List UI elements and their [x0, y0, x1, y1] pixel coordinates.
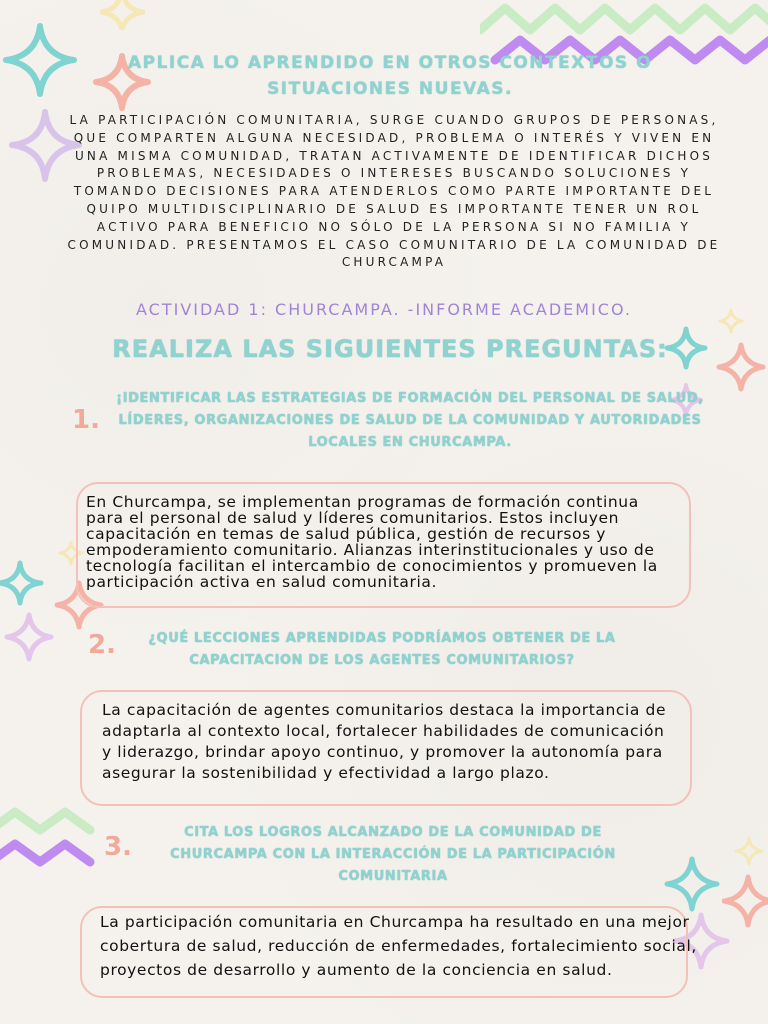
answer-box-3: [80, 906, 697, 998]
answer-text-1: En Churcampa, se implementan programas de formación continua para el personal de salud y líderes comunitarios. Estos incluyen capacitación en temas de salud pública, gestión de recursos y empoderamiento comunitario. Alianzas interinstitucionales y uso de tecnología facilitan el intercambio de conocimientos y promueven la participación activa en salud comunitaria.: [86, 493, 658, 591]
answer-box-1: [76, 482, 691, 608]
answer-text-3: La participación comunitaria en Churcampa ha resultado en una mejor cobertura de salud, reducción de enfermedades, fortalecimiento social, proyectos de desarrollo y aumento de la conciencia en salud.: [100, 913, 697, 979]
question-text-1: ¡IDENTIFICAR LAS ESTRATEGIAS DE FORMACIÓN DEL PERSONAL DE SALUD, LÍDERES, ORGANIZACIONES DE SALUD DE LA COMUNIDAD Y AUTORIDADES LOCALES EN CHURCAMPA.: [116, 391, 704, 450]
answer-text-2: La capacitación de agentes comunitarios destaca la importancia de adaptarla al contexto local, fortalecer habilidades de comunicación y liderazgo, brindar apoyo continuo, y promover la autonomía para asegurar la sostenibilidad y efectividad a largo plazo.: [102, 701, 667, 782]
activity-heading: ACTIVIDAD 1: CHURCAMPA. -INFORME ACADEMICO.: [136, 300, 632, 319]
question-number-2: 2.: [88, 630, 116, 660]
answer-box-2: [80, 690, 692, 806]
section-heading: REALIZA LAS SIGUIENTES PREGUNTAS:: [112, 335, 668, 363]
question-text-3: CITA LOS LOGROS ALCANZADO DE LA COMUNIDAD DE CHURCAMPA CON LA INTERACCIÓN DE LA PARTICIPACIÓN COMUNITARIA: [170, 825, 616, 884]
intro-paragraph: LA PARTICIPACIÓN COMUNITARIA, SURGE CUANDO GRUPOS DE PERSONAS, QUE COMPARTEN ALGUNA NECESIDAD, PROBLEMA O INTERÉS Y VIVEN EN UNA MISMA COMUNIDAD, TRATAN ACTIVAMENTE DE IDENTIFICAR DICHOS PROBLEMAS, NECESIDADES O INTERESES BUSCANDO SOLUCIONES Y TOMANDO DECISIONES PARA ATENDERLOS COMO PARTE IMPORTANTE DEL QUIPO MULTIDISCIPLINARIO DE SALUD ES IMPORTANTE TENER UN ROL ACTIVO PARA BENEFICIO NO SÓLO DE LA PERSONA SI NO FAMILIA Y COMUNIDAD. PRESENTAMOS EL CASO COMUNITARIO DE LA COMUNIDAD DE CHURCAMPA: [67, 113, 721, 270]
question-number-1: 1.: [72, 405, 100, 435]
question-number-3: 3.: [104, 832, 132, 862]
page-title: APLICA LO APRENDIDO EN OTROS CONTEXTOS O SITUACIONES NUEVAS.: [127, 53, 653, 99]
question-text-2: ¿QUÉ LECCIONES APRENDIDAS PODRÍAMOS OBTENER DE LA CAPACITACION DE LOS AGENTES COMUNITARIOS?: [148, 631, 616, 668]
